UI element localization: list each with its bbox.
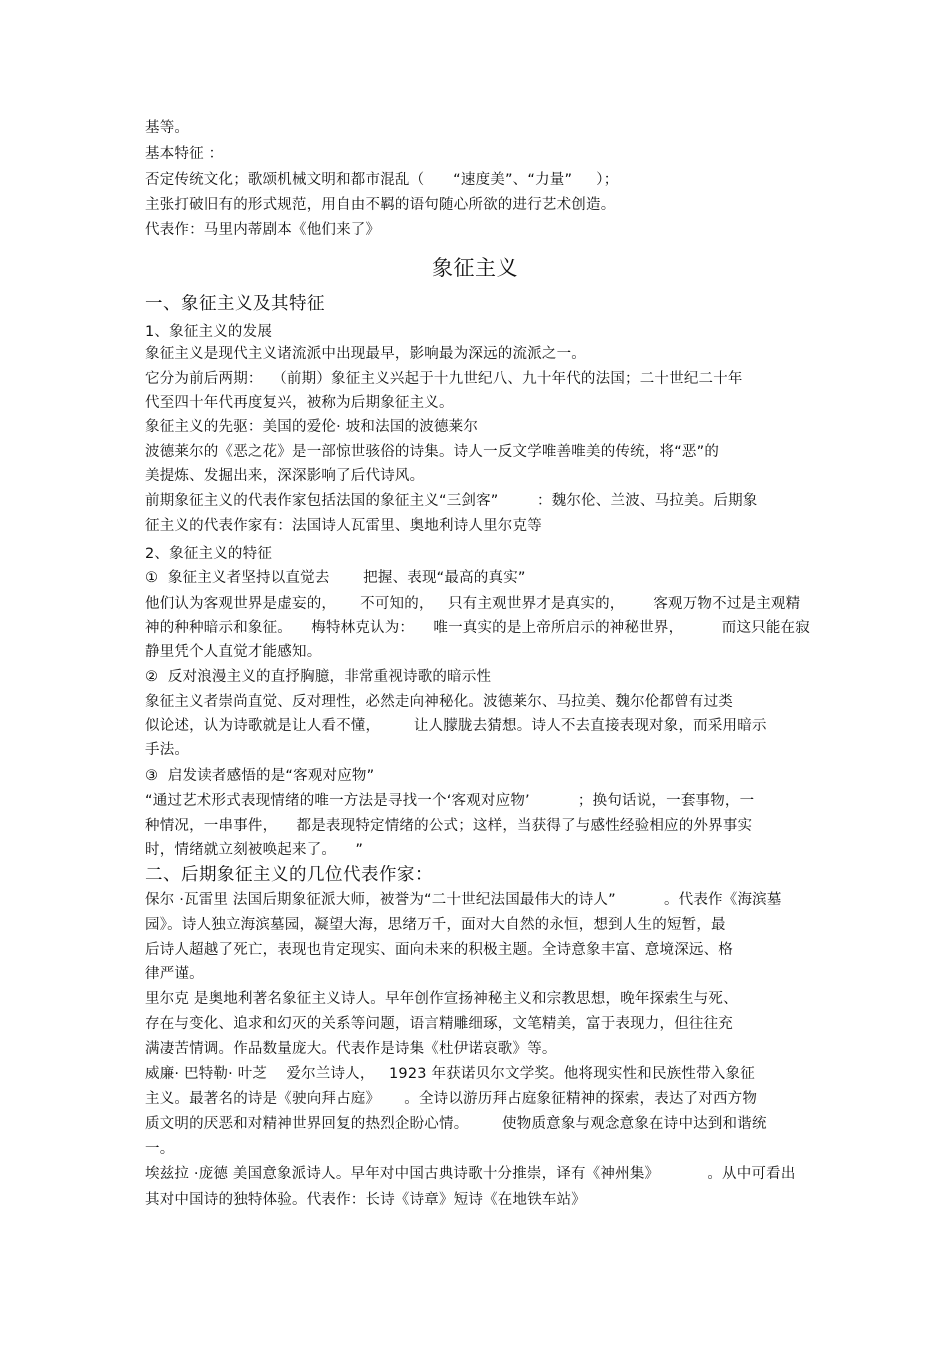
section-heading: 一、象征主义及其特征 — [145, 294, 325, 314]
body-line: 象征主义者崇尚直觉、反对理性，必然走向神秘化。波德莱尔、马拉美、魏尔伦都曾有过类 — [145, 694, 733, 710]
body-line: 他们认为客观世界是虚妄的， 不可知的， 只有主观世界才是真实的， 客观万物不过是主观精 — [145, 596, 801, 612]
body-line: 质文明的厌恶和对精神世界回复的热烈企盼心情。 使物质意象与观念意象在诗中达到和谐统 — [145, 1116, 767, 1132]
body-line: 律严谨。 — [145, 966, 204, 982]
body-line: 它分为前后两期： （前期）象征主义兴起于十九世纪八、九十年代的法国；二十世纪二十年 — [145, 371, 743, 387]
body-line: ② 反对浪漫主义的直抒胸臆，非常重视诗歌的暗示性 — [145, 669, 492, 685]
intro-line: 主张打破旧有的形式规范，用自由不羁的语句随心所欲的进行艺术创造。 — [145, 197, 616, 213]
intro-line: 否定传统文化；歌颂机械文明和都市混乱（ “速度美”、“力量” ）； — [145, 172, 619, 188]
intro-line: 代表作：马里内蒂剧本《他们来了》 — [145, 222, 381, 238]
intro-line: 基本特征 ： — [145, 146, 224, 162]
body-line: 里尔克 是奥地利著名象征主义诗人。早年创作宣扬神秘主义和宗教思想，晚年探索生与死、 — [145, 991, 738, 1007]
body-line: 一。 — [145, 1141, 175, 1157]
body-line: 静里凭个人直觉才能感知。 — [145, 644, 322, 660]
body-line: 埃兹拉 ·庞德 美国意象派诗人。早年对中国古典诗歌十分推崇，译有《神州集》 。从中可看出 — [145, 1166, 796, 1182]
body-line: 威廉· 巴特勒· 叶芝 爱尔兰诗人， 1923 年获诺贝尔文学奖。他将现实性和民族性带入象征 — [145, 1066, 755, 1082]
intro-line: 基等。 — [145, 120, 190, 136]
body-line: “通过艺术形式表现情绪的唯一方法是寻找一个‘客观对应物’ ；换句话说，一套事物，一 — [145, 793, 755, 809]
body-line: 时，情绪就立刻被唤起来了。 ” — [145, 842, 364, 858]
page-title: 象征主义 — [432, 256, 518, 280]
section-heading: 二、后期象征主义的几位代表作家： — [145, 865, 433, 885]
body-line: 种情况，一串事件， 都是表现特定情绪的公式；这样，当获得了与感性经验相应的外界事实 — [145, 818, 753, 834]
body-line: 波德莱尔的《恶之花》是一部惊世骇俗的诗集。诗人一反文学唯善唯美的传统，将“恶”的 — [145, 444, 720, 460]
body-line: 保尔 ·瓦雷里 法国后期象征派大师，被誉为“二十世纪法国最伟大的诗人” 。代表作《海滨墓 — [145, 892, 782, 908]
body-line: 前期象征主义的代表作家包括法国的象征主义“三剑客” ：魏尔伦、兰波、马拉美。后期象 — [145, 493, 758, 509]
body-line: ③ 启发读者感悟的是“客观对应物” — [145, 768, 375, 784]
body-line: 象征主义是现代主义诸流派中出现最早，影响最为深远的流派之一。 — [145, 346, 586, 362]
body-line: 神的种种暗示和象征。 梅特林克认为： 唯一真实的是上帝所启示的神秘世界， 而这只能在寂 — [145, 620, 810, 636]
body-line: 满凄苦情调。作品数量庞大。代表作是诗集《杜伊诺哀歌》等。 — [145, 1041, 557, 1057]
body-line: 后诗人超越了死亡，表现也肯定现实、面向未来的积极主题。全诗意象丰富、意境深远、格 — [145, 942, 733, 958]
body-line: 似论述，认为诗歌就是让人看不懂， 让人朦胧去猜想。诗人不去直接表现对象，而采用暗示 — [145, 718, 767, 734]
body-line: 美提炼、发掘出来，深深影响了后代诗风。 — [145, 468, 425, 484]
body-line: 象征主义的先驱：美国的爱伦· 坡和法国的波德莱尔 — [145, 419, 479, 435]
body-line: 其对中国诗的独特体验。代表作：长诗《诗章》短诗《在地铁车站》 — [145, 1192, 586, 1208]
subsection-heading: 1、象征主义的发展 — [145, 324, 273, 340]
body-line: 存在与变化、追求和幻灭的关系等问题，语言精雕细琢，文笔精美，富于表现力，但往往充 — [145, 1016, 733, 1032]
body-line: 征主义的代表作家有：法国诗人瓦雷里、奥地利诗人里尔克等 — [145, 518, 542, 534]
body-line: 园》。诗人独立海滨墓园，凝望大海，思绪万千，面对大自然的永恒，想到人生的短暂，最 — [145, 917, 726, 933]
subsection-heading: 2、象征主义的特征 — [145, 546, 273, 562]
body-line: 主义。最著名的诗是《驶向拜占庭》 。全诗以游历拜占庭象征精神的探索，表达了对西方物 — [145, 1091, 758, 1107]
body-line: ① 象征主义者坚持以直觉去 把握、表现“最高的真实” — [145, 570, 526, 586]
body-line: 手法。 — [145, 742, 190, 758]
body-line: 代至四十年代再度复兴，被称为后期象征主义。 — [145, 395, 454, 411]
